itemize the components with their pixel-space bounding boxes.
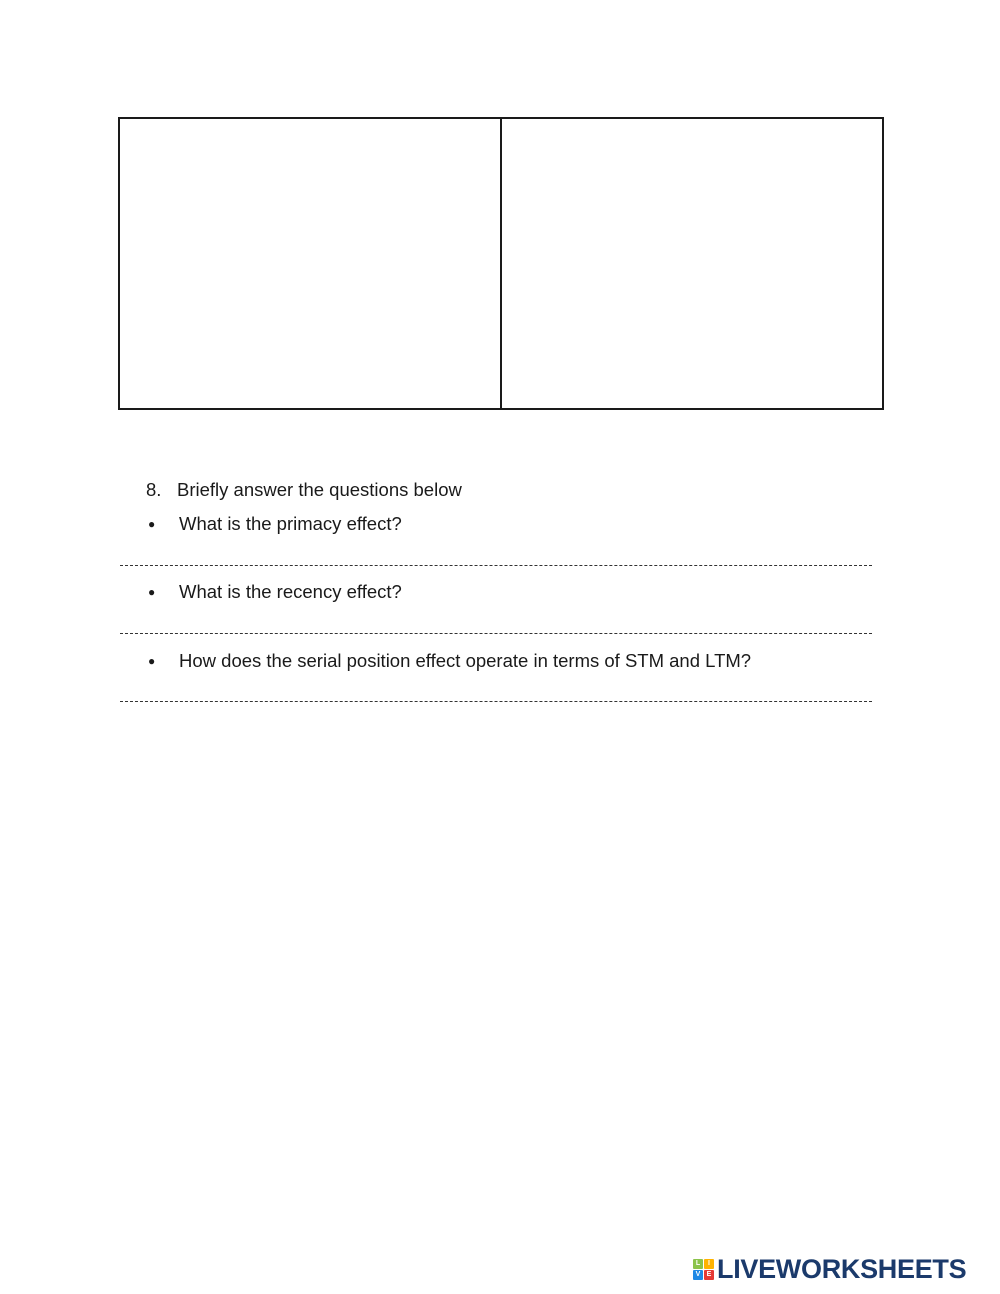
list-item-text: What is the primacy effect? (179, 513, 402, 534)
bullet-icon: ● (148, 517, 156, 531)
brand-logo-icon (693, 1259, 714, 1280)
list-item-text: What is the recency effect? (179, 581, 402, 602)
list-item (146, 512, 402, 536)
question-8 (146, 478, 462, 502)
logo-letter: L (693, 1259, 703, 1269)
table-cell-left[interactable] (120, 119, 500, 408)
answer-line[interactable] (120, 633, 872, 634)
bullet-icon: ● (148, 585, 156, 599)
table-cell-right[interactable] (500, 119, 882, 408)
logo-letter: E (704, 1270, 714, 1280)
question-text: Briefly answer the questions below (177, 479, 462, 500)
logo-letter: V (693, 1270, 703, 1280)
list-item (146, 580, 402, 604)
question-number: 8. (146, 479, 162, 500)
answer-line[interactable] (120, 565, 872, 566)
drawing-table (118, 117, 884, 410)
bullet-icon: ● (148, 654, 156, 668)
list-item-text: How does the serial position effect operate in terms of STM and LTM? (179, 650, 752, 671)
logo-letter: I (704, 1259, 714, 1269)
list-item (146, 649, 751, 673)
answer-line[interactable] (120, 701, 872, 702)
brand-name: LIVEWORKSHEETS (717, 1254, 967, 1284)
liveworksheets-logo (693, 1256, 966, 1282)
